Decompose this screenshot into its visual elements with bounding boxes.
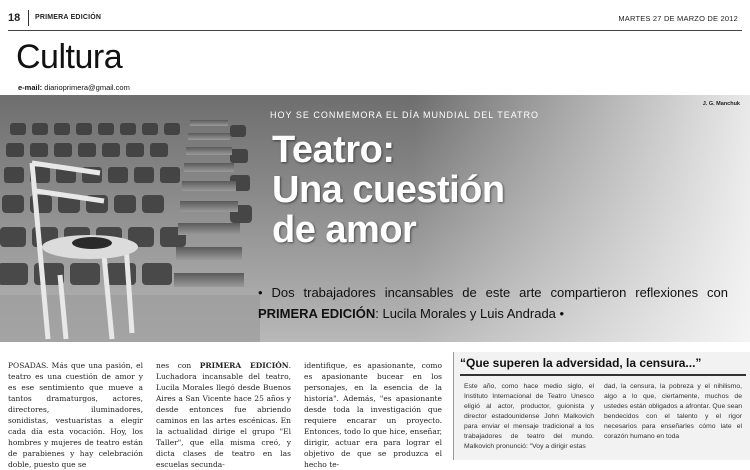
deck-text-2: : Lucila Morales y Luis Andrada • [375, 306, 565, 321]
sidebar-column-2: dad, la censura, la pobreza y el nihilismo, algo a lo que, ciertamente, muchos de ustedes están obligados a afrontar. Que sean bendecidos con el talento y el rigor necesarios para enseñarles cómo late el corazón humano en toda [604, 383, 742, 440]
sidebar-column-1: Este año, como hace medio siglo, el Instituto Internacional de Teatro Unesco eligió al actor, productor, guionista y director estadounidense John Malkovich para enviar el mensaje tradicional a los trabajadores de teatro del mundo. Malkovich pronunció: "Voy a dirigir estas [464, 383, 594, 450]
email-label: e-mail: [18, 83, 43, 92]
hero-photo [0, 95, 750, 342]
sidebar-rule [460, 374, 746, 376]
sidebar-quote-title: “Que superen la adversidad, la censura...” [460, 356, 702, 370]
headline-line-2: Una cuestión [272, 169, 505, 211]
page-header [0, 0, 750, 30]
headline [272, 130, 505, 250]
deck-subtitle [258, 282, 728, 324]
headline-kicker: HOY SE CONMEMORA EL DÍA MUNDIAL DEL TEATRO [270, 110, 540, 120]
headline-line-1: Teatro: [272, 129, 395, 171]
header-divider [28, 10, 29, 26]
issue-date: MARTES 27 DE MARZO DE 2012 [618, 14, 738, 23]
headline-line-3: de amor [272, 209, 417, 251]
email-address[interactable]: diarioprimera@gmail.com [44, 83, 130, 92]
deck-brand: PRIMERA EDICIÓN [258, 306, 376, 321]
article-column-3: identifique, es apasionante, como es apasionante bucear en los personajes, en la esencia de la historia". Además, "es apasionante desde toda la investigación que requiere encarar un proyecto. Entonces, todo lo que hice, enseñar, dirigir, actuar era para lograr el objetivo de que se produzca el hecho te- [304, 361, 442, 469]
deck-text-1: • Dos trabajadores incansables de este arte compartieron reflexiones con [258, 285, 728, 300]
section-email [18, 83, 130, 92]
article-col2-lead: nes con [156, 361, 192, 370]
article-column-1: POSADAS. Más que una pasión, el teatro es una cuestión de amor y es ese sentimiento que mueve a tantos dramaturgos, actores, directores, iluminadores, sonidistas, vestuaristas a elegir cada día esta vocación. Hoy, los hombres y mujeres de teatro están de parabienes y hay celebración doble, puesto que se [8, 361, 143, 469]
article-col2-text: . Luchadora incansable del teatro, Lucila Morales llegó desde Buenos Aires a San Vicente hace 25 años y desde entonces fue abriendo caminos en las artes escénicas. En la actualidad dirige el grupo "El Taller", que ella misma creó, y dicta clases de teatro en las escuelas secunda- [156, 361, 291, 469]
article-column-2 [156, 360, 291, 470]
article-col2-brand: PRIMERA EDICIÓN [199, 361, 289, 370]
sidebar-box [453, 352, 750, 460]
photo-credit: J. G. Manchuk [702, 101, 740, 107]
page-number: 18 [8, 12, 21, 24]
section-title: Cultura [16, 38, 123, 76]
header-rule [8, 30, 742, 31]
publication-name: PRIMERA EDICIÓN [35, 14, 102, 21]
